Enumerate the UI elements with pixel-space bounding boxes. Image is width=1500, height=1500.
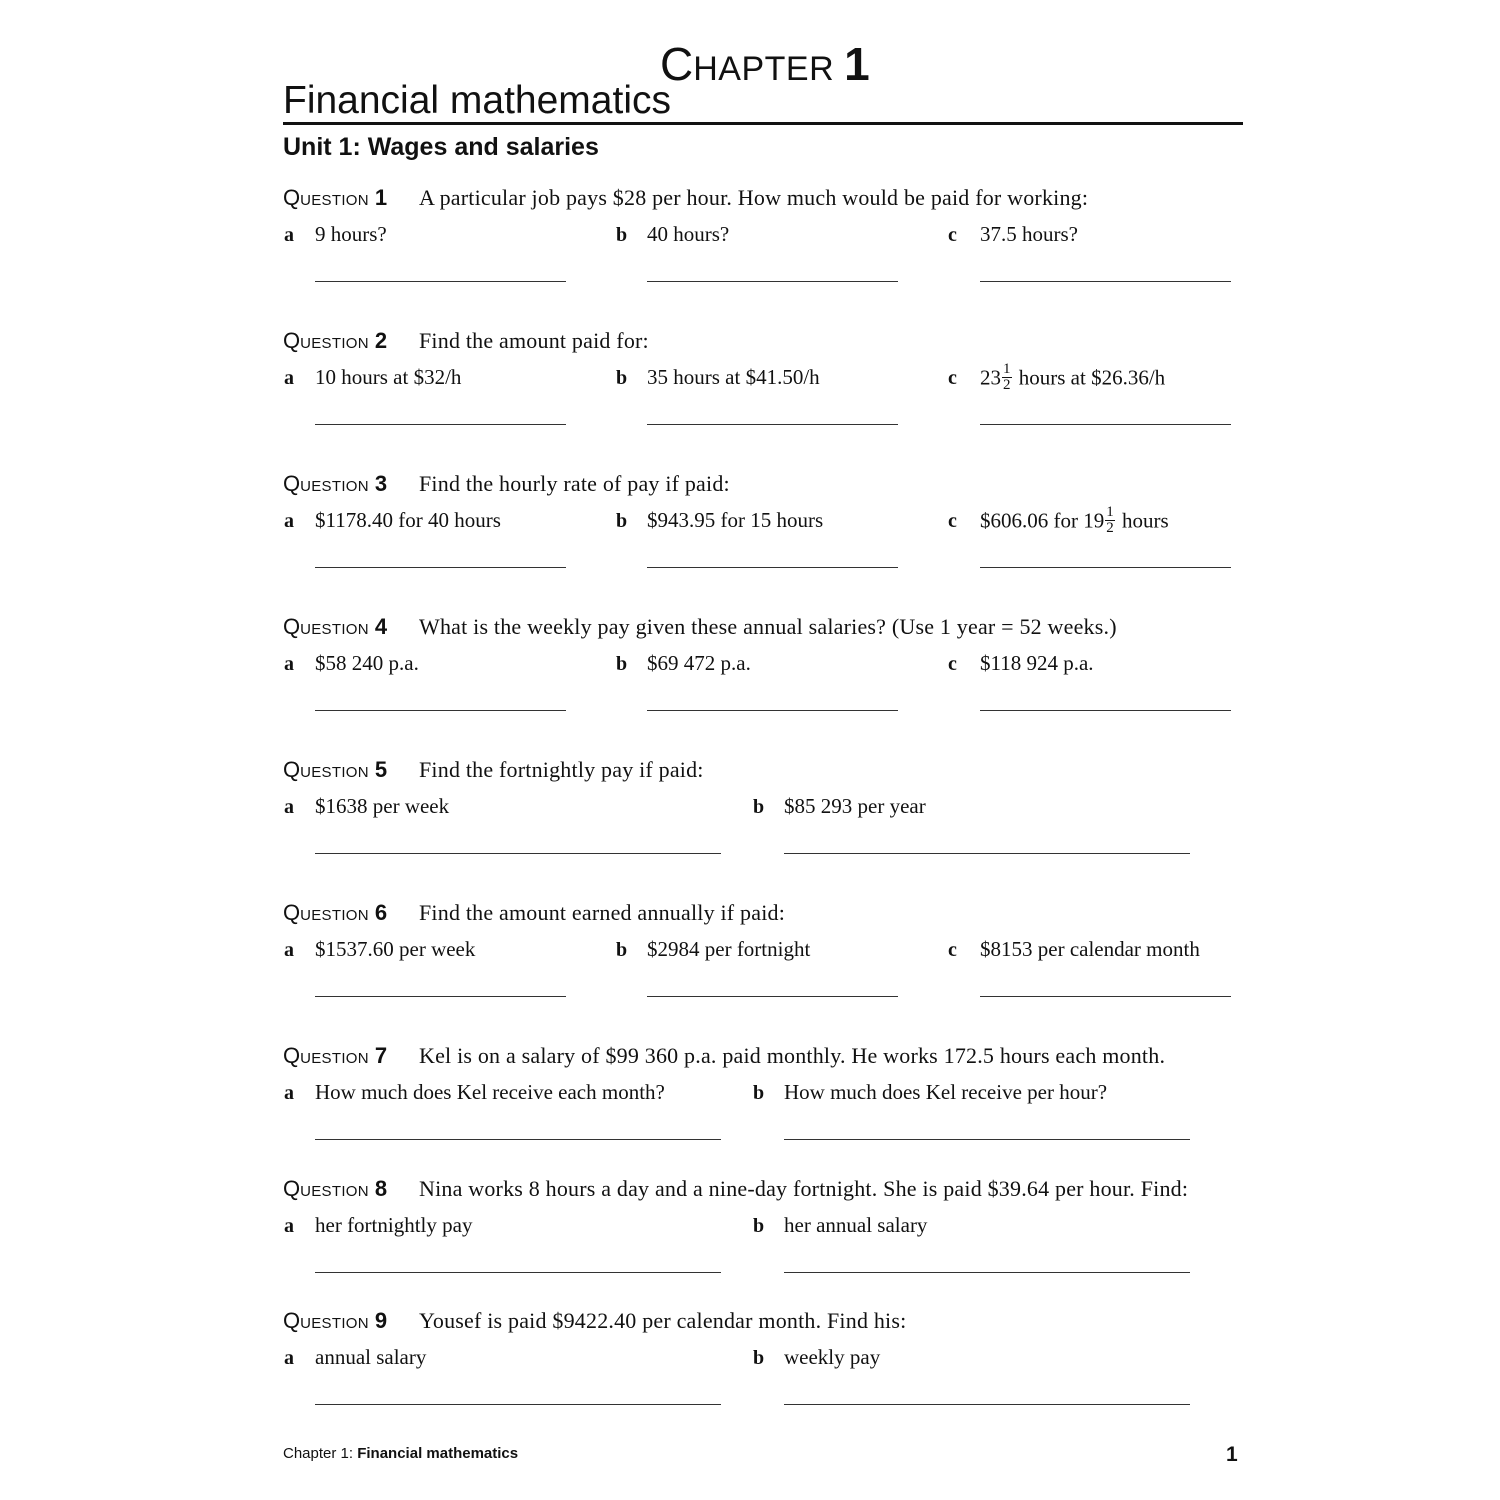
question-2a-text: 10 hours at $32/h: [315, 365, 462, 389]
chapter-label-word: HAPTER: [693, 50, 835, 88]
answer-line-3b[interactable]: [647, 567, 898, 568]
part-letter: c: [948, 367, 957, 389]
part-letter: a: [284, 796, 294, 818]
answer-line-6b[interactable]: [647, 996, 898, 997]
question-3-text: Find the hourly rate of pay if paid:: [419, 471, 730, 496]
answer-line-5a[interactable]: [315, 853, 721, 854]
question-7-text: Kel is on a salary of $99 360 p.a. paid monthly. He works 172.5 hours each month.: [419, 1043, 1166, 1068]
question-3-label: QUESTION 3: [283, 471, 388, 496]
question-6b-text: $2984 per fortnight: [647, 937, 811, 961]
answer-line-6c[interactable]: [980, 996, 1231, 997]
part-letter: c: [948, 653, 957, 675]
question-3c-text: $606.06 for 19 $\frac{1}{2}$ hours: [980, 504, 1169, 536]
part-letter: b: [753, 1347, 765, 1369]
answer-line-1a[interactable]: [315, 281, 566, 282]
answer-line-3c[interactable]: [980, 567, 1231, 568]
part-letter: b: [616, 224, 628, 246]
question-8a-text: her fortnightly pay: [315, 1213, 473, 1237]
fraction-one-half: $\frac{1}{2}$: [1003, 361, 1011, 393]
answer-line-8b[interactable]: [784, 1272, 1190, 1273]
question-6a-text: $1537.60 per week: [315, 937, 476, 961]
question-8-label: QUESTION 8: [283, 1176, 388, 1201]
question-4c-text: $118 924 p.a.: [980, 651, 1094, 675]
question-5-label: QUESTION 5: [283, 757, 388, 782]
question-3b-text: $943.95 for 15 hours: [647, 508, 824, 532]
question-6-text: Find the amount earned annually if paid:: [419, 900, 786, 925]
question-9-label: QUESTION 9: [283, 1308, 388, 1333]
question-8-text: Nina works 8 hours a day and a nine-day fortnight. She is paid $39.64 per hour. Find:: [419, 1176, 1189, 1201]
answer-line-7a[interactable]: [315, 1139, 721, 1140]
answer-line-2a[interactable]: [315, 424, 566, 425]
part-letter: a: [284, 939, 294, 961]
answer-line-8a[interactable]: [315, 1272, 721, 1273]
question-4b-text: $69 472 p.a.: [647, 651, 751, 675]
fraction-one-half: $\frac{1}{2}$: [1106, 504, 1114, 536]
part-letter: b: [616, 939, 628, 961]
part-letter: a: [284, 510, 294, 532]
question-1c-text: 37.5 hours?: [980, 222, 1078, 246]
question-5a-text: $1638 per week: [315, 794, 450, 818]
answer-line-2c[interactable]: [980, 424, 1231, 425]
answer-line-3a[interactable]: [315, 567, 566, 568]
question-7-label: QUESTION 7: [283, 1043, 388, 1068]
title-divider: [283, 122, 1243, 125]
unit-title: Unit 1: Wages and salaries: [283, 133, 599, 161]
answer-line-6a[interactable]: [315, 996, 566, 997]
question-9a-text: annual salary: [315, 1345, 427, 1369]
question-5-text: Find the fortnightly pay if paid:: [419, 757, 704, 782]
part-letter: b: [753, 1215, 765, 1237]
part-letter: a: [284, 224, 294, 246]
part-letter: a: [284, 1082, 294, 1104]
question-7b-text: How much does Kel receive per hour?: [784, 1080, 1108, 1104]
answer-line-1b[interactable]: [647, 281, 898, 282]
part-letter: b: [616, 653, 628, 675]
question-2-label: QUESTION 2: [283, 328, 388, 353]
part-letter: c: [948, 224, 957, 246]
part-letter: a: [284, 653, 294, 675]
answer-line-1c[interactable]: [980, 281, 1231, 282]
answer-line-4b[interactable]: [647, 710, 898, 711]
question-1b-text: 40 hours?: [647, 222, 730, 246]
part-letter: a: [284, 367, 294, 389]
answer-line-4a[interactable]: [315, 710, 566, 711]
chapter-number: 1: [844, 38, 870, 90]
chapter-label: [660, 38, 870, 95]
part-letter: c: [948, 510, 957, 532]
part-letter: b: [616, 367, 628, 389]
chapter-label-initial: C: [660, 38, 694, 90]
question-1-label: QUESTION 1: [283, 185, 388, 210]
page-number: 1: [1226, 1443, 1238, 1466]
answer-line-9b[interactable]: [784, 1404, 1190, 1405]
question-6c-text: $8153 per calendar month: [980, 937, 1200, 961]
question-1a-text: 9 hours?: [315, 222, 387, 246]
answer-line-5b[interactable]: [784, 853, 1190, 854]
question-2c-text: 23 $\frac{1}{2}$ hours at $26.36/h: [980, 361, 1166, 393]
question-9b-text: weekly pay: [784, 1345, 881, 1369]
answer-line-2b[interactable]: [647, 424, 898, 425]
chapter-title: Financial mathematics: [283, 79, 671, 122]
question-6-label: QUESTION 6: [283, 900, 388, 925]
question-9-text: Yousef is paid $9422.40 per calendar month. Find his:: [419, 1308, 907, 1333]
question-2b-text: 35 hours at $41.50/h: [647, 365, 820, 389]
question-2-text: Find the amount paid for:: [419, 328, 649, 353]
part-letter: a: [284, 1347, 294, 1369]
question-7a-text: How much does Kel receive each month?: [315, 1080, 665, 1104]
question-5b-text: $85 293 per year: [784, 794, 926, 818]
question-8b-text: her annual salary: [784, 1213, 928, 1237]
question-3a-text: $1178.40 for 40 hours: [315, 508, 501, 532]
answer-line-9a[interactable]: [315, 1404, 721, 1405]
part-letter: a: [284, 1215, 294, 1237]
part-letter: b: [616, 510, 628, 532]
footer-chapter-reference: Chapter 1: Financial mathematics: [283, 1445, 519, 1462]
answer-line-4c[interactable]: [980, 710, 1231, 711]
answer-line-7b[interactable]: [784, 1139, 1190, 1140]
question-4-text: What is the weekly pay given these annual salaries? (Use 1 year = 52 weeks.): [419, 614, 1117, 639]
question-4a-text: $58 240 p.a.: [315, 651, 419, 675]
part-letter: b: [753, 1082, 765, 1104]
part-letter: b: [753, 796, 765, 818]
question-1-text: A particular job pays $28 per hour. How much would be paid for working:: [419, 185, 1089, 210]
question-4-label: QUESTION 4: [283, 614, 388, 639]
part-letter: c: [948, 939, 957, 961]
